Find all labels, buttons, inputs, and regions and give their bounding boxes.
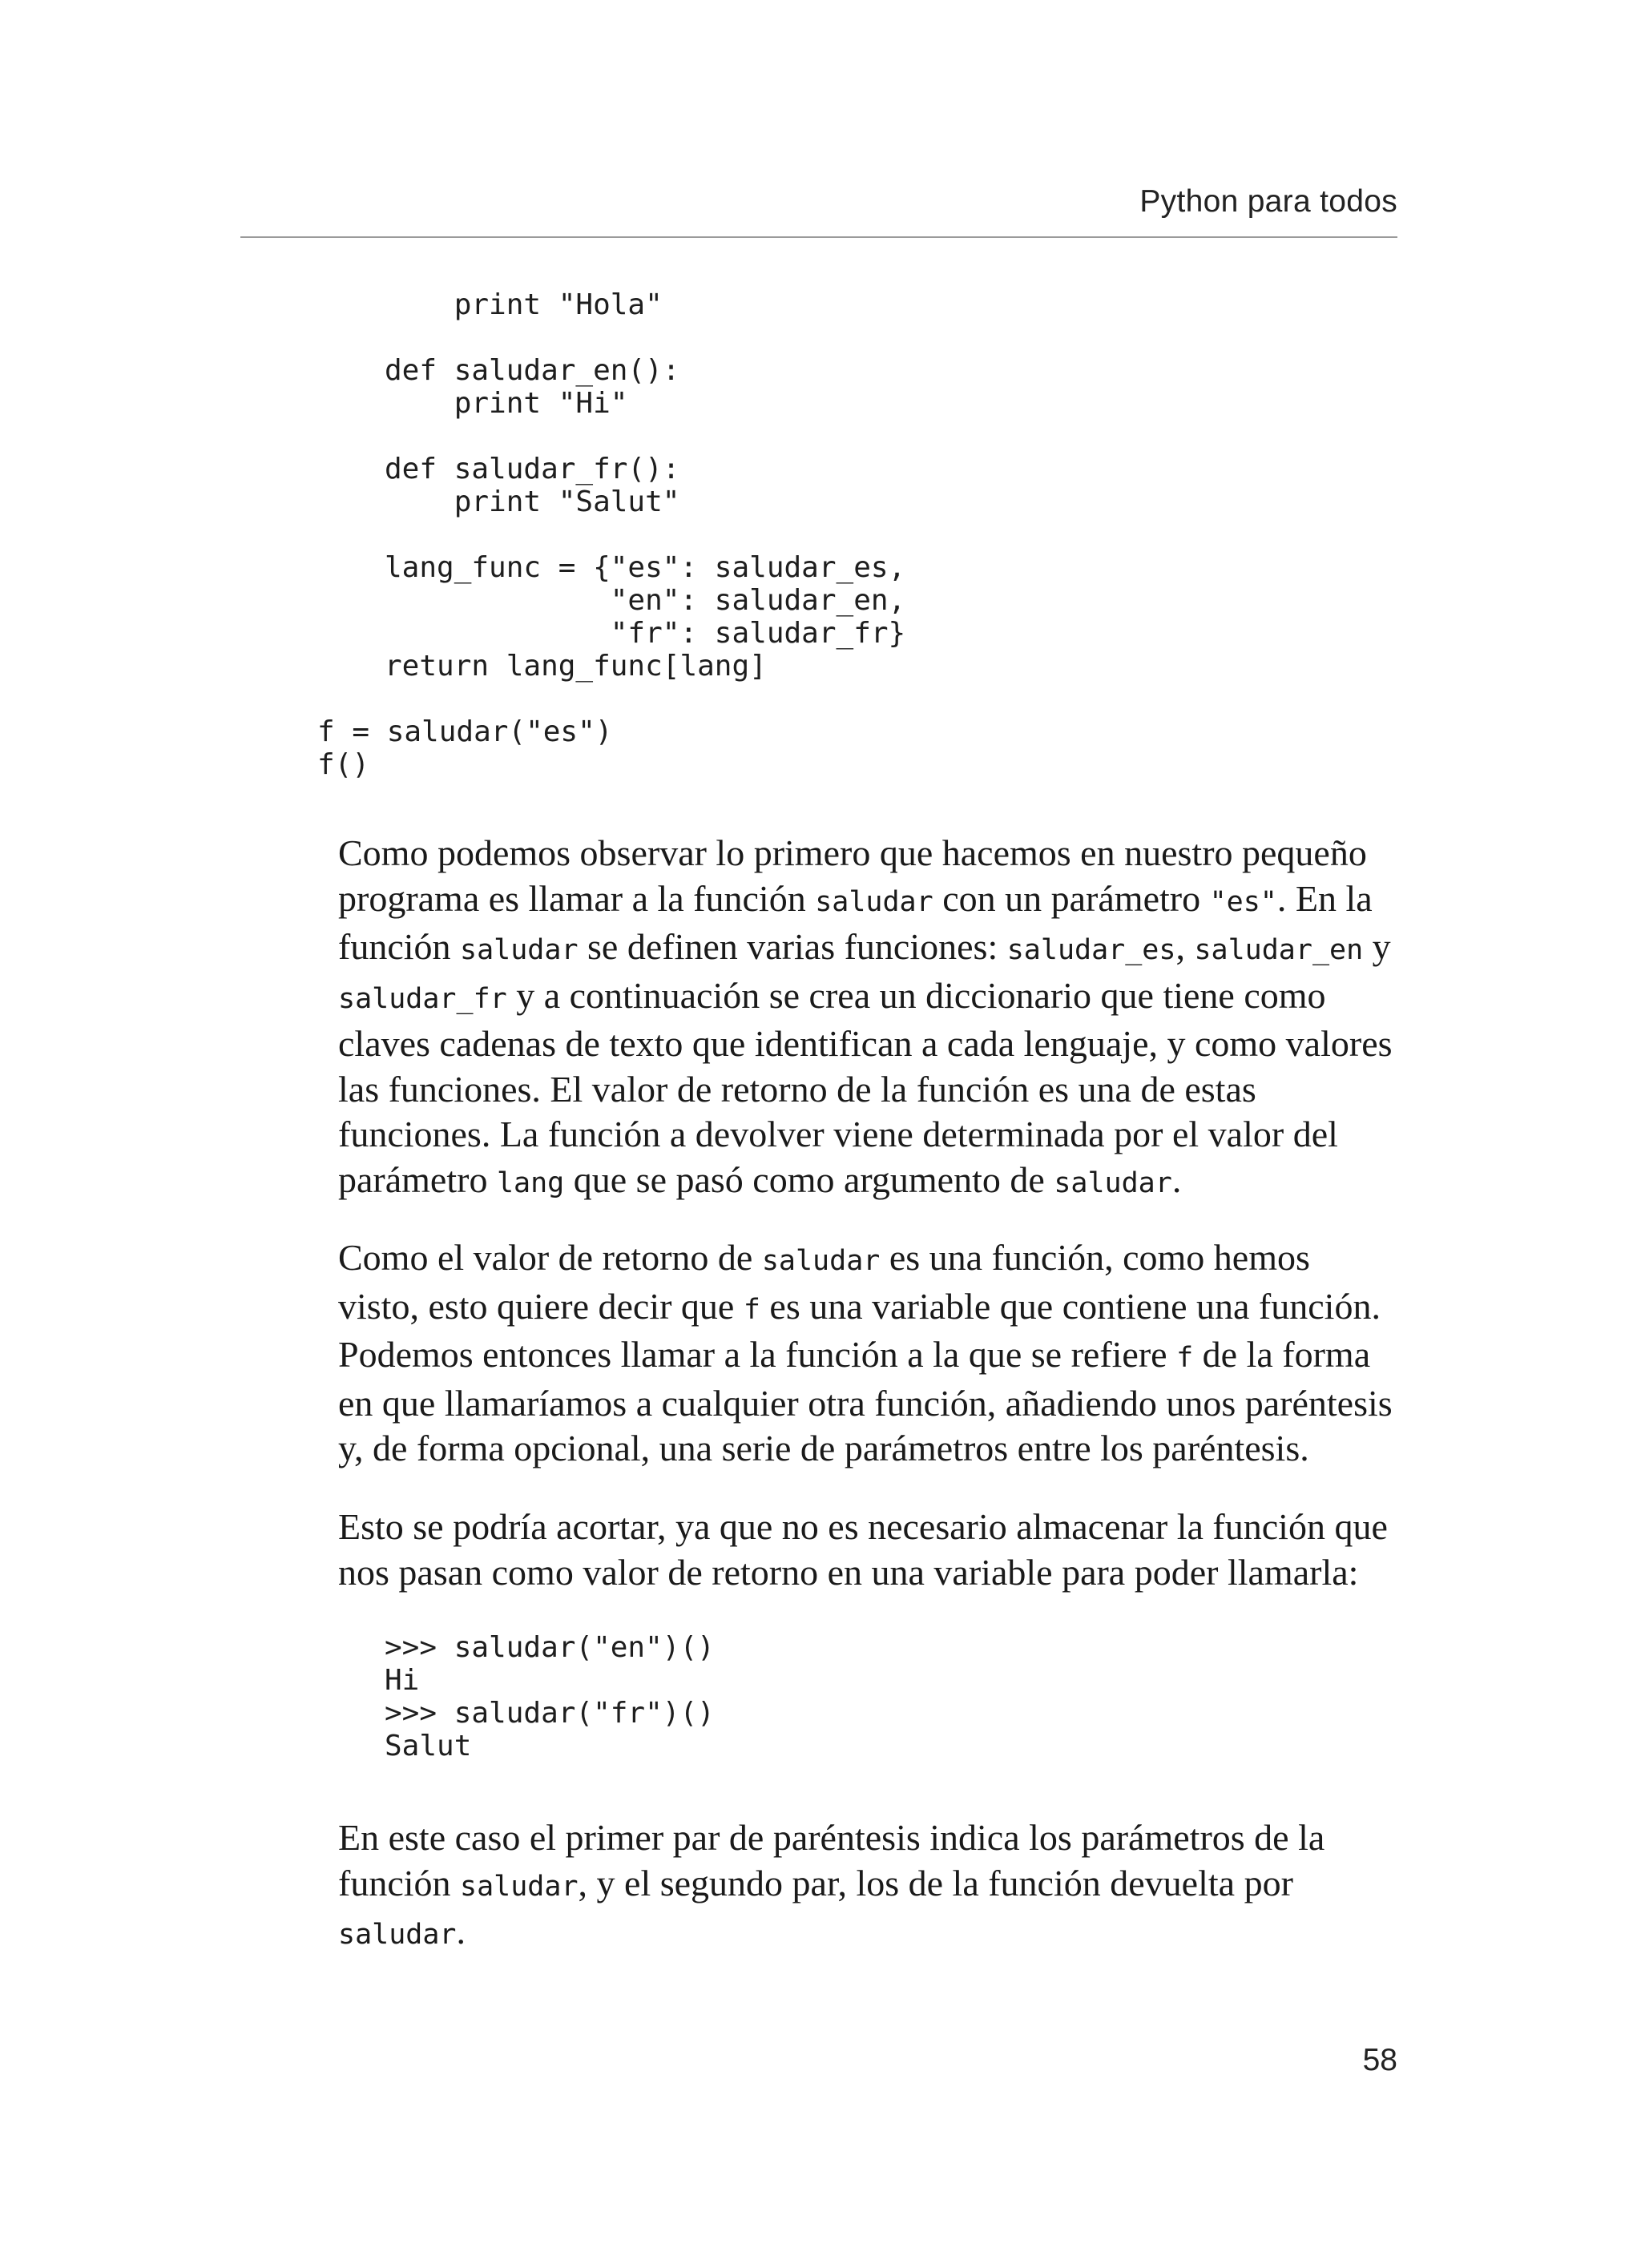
text-run: es una variable que contiene una función. Podemos entonces llamar a la función a la que se refiere — [338, 1285, 1381, 1375]
text-run: , y el segundo par, los de la función devuelta por — [578, 1862, 1293, 1903]
text-run: Como el valor de retorno de — [338, 1237, 762, 1278]
text-run: . — [1171, 1158, 1182, 1200]
inline-code: f — [1176, 1342, 1194, 1374]
paragraph-2 — [338, 1235, 1397, 1472]
text-run: . — [456, 1911, 466, 1952]
text-run: que se pasó como argumento de — [564, 1158, 1054, 1200]
paragraph-1 — [338, 831, 1397, 1206]
header-rule — [240, 236, 1397, 238]
paragraph-3: Esto se podría acortar, ya que no es necesario almacenar la función que nos pasan como valor de retorno en una variable para poder llamarla: — [338, 1506, 1388, 1593]
inline-code: saludar — [338, 1919, 457, 1951]
text-run: . En la función — [338, 877, 1373, 967]
text-run: Como podemos observar lo primero que hacemos en nuestro pequeño programa es llamar a la función — [338, 832, 1367, 919]
inline-code: saludar — [1054, 1166, 1172, 1199]
inline-code: lang — [496, 1166, 565, 1199]
code-call-lines: f = saludar("es") f() — [317, 715, 613, 781]
code-function-body: print "Hola" def saludar_en(): print "Hi" def saludar_fr(): print "Salut" lang_func = {"es": saludar_es, "en": saludar_en, "fr": saludar_fr} return lang_func[lang] — [385, 288, 906, 683]
inline-code: saludar — [761, 1245, 881, 1277]
text-run: En este caso el primer par de paréntesis indica los parámetros de la función — [338, 1817, 1325, 1903]
text-run: es una función, como hemos visto, esto quiere decir que — [338, 1237, 1310, 1327]
code-block — [317, 288, 906, 781]
page-number: 58 — [1362, 2043, 1397, 2077]
text-run: y — [1363, 926, 1391, 967]
inline-code: saludar — [460, 1870, 579, 1903]
text-run: se definen varias funciones: — [578, 926, 1007, 967]
inline-code: saludar_es — [1006, 934, 1176, 966]
paragraph-4 — [338, 1815, 1397, 1958]
running-header: Python para todos — [1139, 184, 1397, 219]
interactive-session-code: >>> saludar("en")() Hi >>> saludar("fr")() Salut — [385, 1631, 715, 1762]
inline-code: saludar_en — [1194, 934, 1364, 966]
inline-code: saludar_fr — [338, 982, 507, 1015]
text-run: y a continuación se crea un diccionario que tiene como claves cadenas de texto que identifican a cada lenguaje, y como valores las funciones. El valor de retorno de la función es una de estas funciones. La función a devolver viene determinada por el valor del parámetro — [338, 974, 1393, 1200]
inline-code: saludar — [815, 885, 933, 918]
inline-code: saludar — [460, 934, 579, 966]
inline-code: "es" — [1209, 885, 1277, 918]
inline-code: f — [743, 1293, 760, 1326]
text-run: de la forma en que llamaríamos a cualquier otra función, añadiendo unos paréntesis y, de forma opcional, una serie de parámetros entre los paréntesis. — [338, 1334, 1393, 1468]
text-run: con un parámetro — [933, 877, 1210, 919]
text-run: , — [1175, 926, 1195, 967]
